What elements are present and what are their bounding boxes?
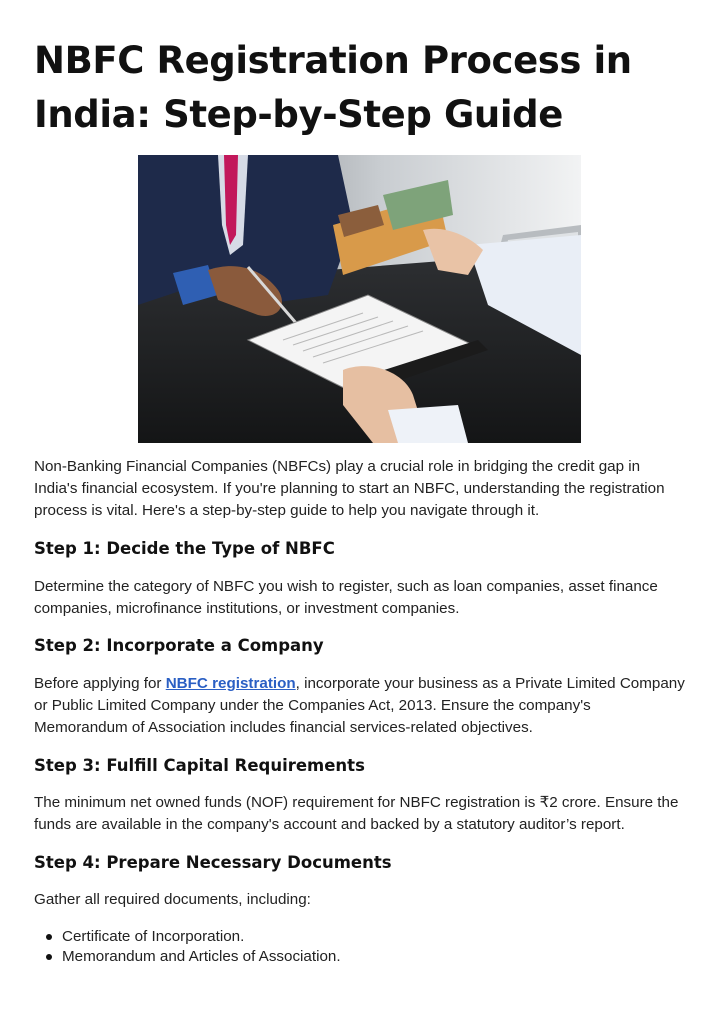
step4-heading: Step 4: Prepare Necessary Documents <box>34 853 392 872</box>
bullet-icon <box>46 934 52 940</box>
documents-list <box>34 927 341 967</box>
list-item-text: Certificate of Incorporation. <box>62 928 245 945</box>
list-item-text: Memorandum and Articles of Association. <box>62 948 341 965</box>
step1-heading: Step 1: Decide the Type of NBFC <box>34 539 335 558</box>
hero-image <box>138 155 581 443</box>
intro-paragraph: Non-Banking Financial Companies (NBFCs) play a crucial role in bridging the credit gap in India's financial ecosystem. If you're planning to start an NBFC, understanding the registration process is vital. Here's a step-by-step guide to help you navigate through it. <box>34 458 665 520</box>
step3-paragraph: The minimum net owned funds (NOF) requirement for NBFC registration is ₹2 crore. Ensure the funds are available in the company's account and backed by a statutory auditor’s report. <box>34 794 679 834</box>
step2-text-before: Before applying for <box>34 675 166 692</box>
step4-paragraph: Gather all required documents, including: <box>34 891 311 908</box>
step2-paragraph <box>34 673 686 740</box>
nbfc-registration-link[interactable]: NBFC registration <box>165 675 296 692</box>
step2-heading: Step 2: Incorporate a Company <box>34 636 324 655</box>
page-title: NBFC Registration Process in India: Step-by-Step Guide <box>34 39 632 136</box>
list-item <box>34 927 341 947</box>
step2-text-after: , incorporate your business as a Private Limited Company or Public Limited Company under the Companies Act, 2013. Ensure the company's Memorandum of Association includes financial services-related objectives. <box>34 675 685 737</box>
bullet-icon <box>46 954 52 960</box>
step3-heading: Step 3: Fulfill Capital Requirements <box>34 756 365 775</box>
step1-paragraph: Determine the category of NBFC you wish to register, such as loan companies, asset finance companies, microfinance institutions, or investment companies. <box>34 578 658 618</box>
list-item <box>34 947 341 967</box>
